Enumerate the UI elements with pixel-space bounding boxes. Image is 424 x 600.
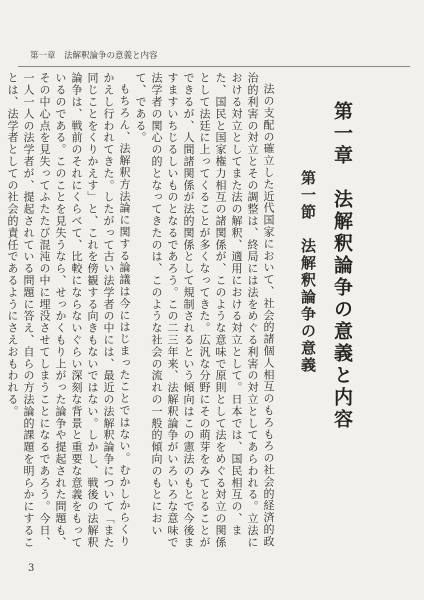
section-title: 第一節 法解釈論争の意義 [299, 170, 317, 374]
header-rule [18, 66, 410, 67]
body-text [6, 72, 276, 557]
paragraph: 法の支配の確立した近代国家において、社会的諸個人相互のもろもろの社会的経済的政治的利害の対立とその調整は、終局には法をめぐる利害の対立としてあらわれる。立法における対立としてまた法の解釈、適用における対立として。日本では、国民相互の、また、国民と国家権力相互の諸関係が、このような意味で原則として法をめぐる対立の関係として法廷に上ってくることが多くなってきた。広汎な分野にその萌芽をみてとることができるが、人間諸関係が法的関係として規制されるという傾向はこの憲法のもとで今後ますますいちじるしいものとなるであろう。この二三年来、法解釈論争がいろいろな意味で法学者の関心の的となってきたのは、このような社会の流れの一般的傾向のもとにおいて、である。 [134, 72, 275, 548]
paragraph: もちろん、法解釈方法論に関する論議は今にはじまったことではない。むかしからくりかえし行われてきた。したがって古い法学者の中には、最近の法解釈論争について「また同じことをくりかえす」と、これを傍観する向きもないではない。しかし、戦後の法解釈論争は、戦前のそれにくらべて、比較にならないぐらい深刻な背景と重要な意義をもっているのである。このことを見失うなら、せっかくもり上がった論争や提起された問題も、その中心点を見失ってふたたび混沌の中に埋没させてしまうことになるであろう。今日、一人一人の法学者が、提起されている問題に答え、自らの方法論的課題を明らかにすることは、法学者としての社会的責任であるようにさえおもわれる。 [6, 72, 131, 548]
chapter-title: 第一章 法解釈論争の意義と内容 [331, 101, 353, 431]
running-header: 第一章 法解釈論争の意義と内容 [30, 51, 158, 61]
page-number: 3 [28, 563, 35, 574]
